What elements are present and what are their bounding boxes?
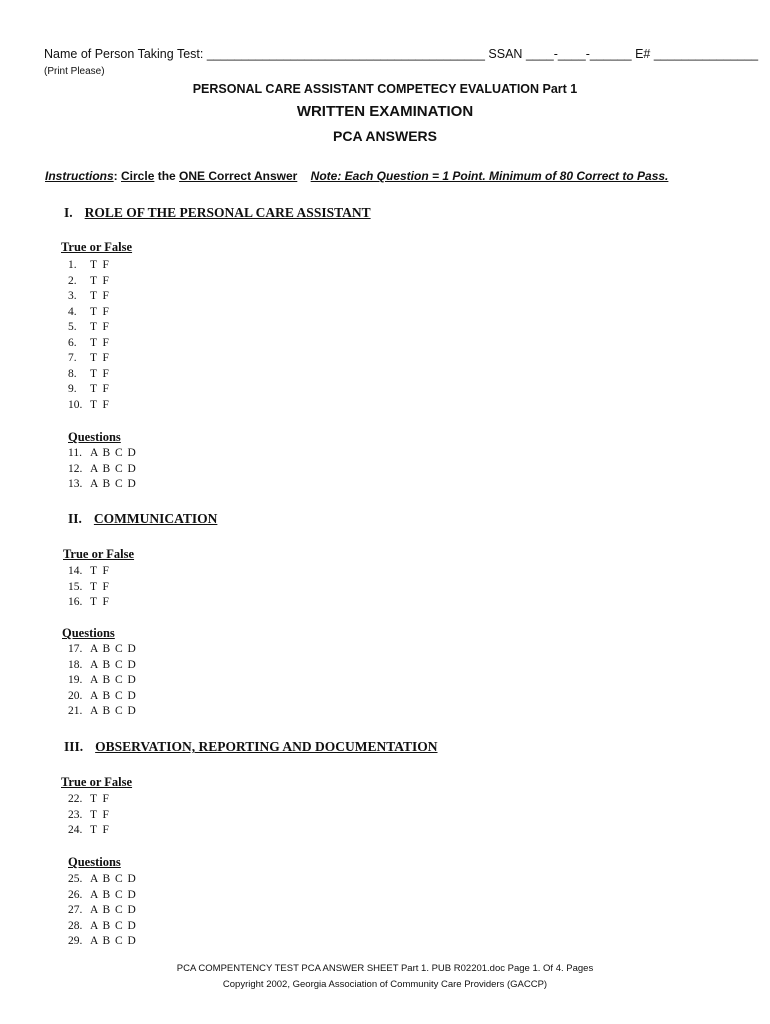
question-number: 13. [68, 478, 83, 490]
answer-row [68, 580, 115, 596]
answer-row [68, 258, 115, 274]
answer-list [68, 642, 140, 720]
answer-option[interactable]: A [90, 904, 99, 916]
section-heading [68, 511, 217, 527]
instructions [45, 169, 668, 183]
questions-heading: Questions [62, 626, 115, 640]
ssan-field[interactable]: ____-____-______ [525, 47, 632, 61]
answer-row [68, 398, 115, 414]
answer-option[interactable]: B [102, 935, 111, 947]
instructions-label: Instructions [45, 169, 114, 183]
answer-option[interactable]: F [102, 321, 109, 333]
answer-option[interactable]: A [90, 689, 99, 702]
answer-option[interactable]: D [127, 689, 136, 702]
answer-option[interactable]: D [127, 674, 136, 686]
answer-list [68, 446, 140, 493]
answer-option[interactable]: C [115, 888, 123, 901]
question-number: 27. [68, 904, 83, 916]
answer-option[interactable]: A [90, 873, 99, 885]
section-number: II. [68, 511, 82, 526]
answer-option[interactable]: T [90, 824, 98, 836]
answer-option[interactable]: D [127, 447, 136, 459]
answer-option[interactable]: T [90, 352, 98, 364]
answer-option[interactable]: A [90, 705, 99, 717]
answer-option[interactable]: D [127, 658, 136, 671]
answer-row [68, 336, 115, 352]
question-number: 29. [68, 935, 83, 947]
answer-row [68, 823, 115, 839]
answer-option[interactable]: D [127, 643, 136, 655]
answer-option[interactable]: B [102, 689, 111, 702]
answer-option[interactable]: A [90, 674, 99, 686]
answer-option[interactable]: F [102, 596, 109, 608]
answer-option[interactable]: A [90, 478, 99, 490]
questions-heading: Questions [68, 430, 121, 444]
answer-option[interactable]: T [90, 398, 98, 411]
answer-option[interactable]: F [102, 336, 109, 349]
answer-row [68, 595, 115, 611]
answer-option[interactable]: D [127, 478, 136, 490]
answer-option[interactable]: C [115, 873, 123, 885]
answer-option[interactable]: D [127, 919, 136, 932]
answer-option[interactable]: F [102, 367, 109, 380]
answer-option[interactable]: F [102, 580, 109, 593]
section-title: ROLE OF THE PERSONAL CARE ASSISTANT [84, 205, 371, 220]
answer-row [68, 673, 140, 689]
answer-row [68, 305, 115, 321]
answer-option[interactable]: T [90, 596, 98, 608]
answer-option[interactable]: C [115, 447, 123, 459]
footer-copyright: Copyright 2002, Georgia Association of Community Care Providers (GACCP) [222, 979, 548, 990]
question-number: 25. [68, 873, 83, 885]
answer-option[interactable]: T [90, 274, 98, 287]
answer-option[interactable]: D [127, 705, 136, 717]
document-title: PERSONAL CARE ASSISTANT COMPETECY EVALUATION Part 1 [192, 82, 578, 96]
answer-option[interactable]: D [127, 904, 136, 916]
answer-row [68, 704, 140, 720]
answer-option[interactable]: A [90, 888, 99, 901]
question-number: 18. [68, 658, 83, 671]
answer-row [68, 919, 140, 935]
e-number-field[interactable]: _______________ [653, 47, 759, 61]
answer-option[interactable]: C [115, 658, 123, 671]
answer-option[interactable]: B [102, 658, 111, 671]
answer-option[interactable]: F [102, 565, 109, 577]
answer-option[interactable]: F [102, 383, 109, 395]
question-number: 28. [68, 919, 83, 932]
answer-option[interactable]: A [90, 658, 99, 671]
answer-row [68, 792, 115, 808]
questions-heading: Questions [68, 855, 121, 869]
answer-row [68, 367, 115, 383]
answer-option[interactable]: C [115, 462, 123, 475]
question-number: 22. [68, 793, 83, 805]
answer-option[interactable]: T [90, 383, 98, 395]
question-number: 5. [68, 321, 77, 333]
answer-option[interactable]: T [90, 580, 98, 593]
answer-option[interactable]: T [90, 336, 98, 349]
question-number: 3. [68, 290, 77, 302]
answer-row [68, 446, 140, 462]
answer-option[interactable]: A [90, 447, 99, 459]
answer-option[interactable]: D [127, 935, 136, 947]
answer-option[interactable]: A [90, 919, 99, 932]
answer-option[interactable]: F [102, 398, 109, 411]
question-number: 16. [68, 596, 83, 608]
question-number: 14. [68, 565, 83, 577]
instructions-colon: : [113, 169, 122, 183]
answer-row [68, 808, 115, 824]
question-number: 24. [68, 824, 83, 836]
question-number: 7. [68, 352, 77, 364]
name-label: Name of Person Taking Test: [44, 47, 204, 61]
answer-option[interactable]: F [102, 290, 109, 302]
answer-option[interactable]: F [102, 274, 109, 287]
answer-option[interactable]: T [90, 793, 98, 805]
section-number: I. [64, 205, 73, 220]
question-number: 4. [68, 305, 77, 318]
answer-option[interactable]: C [115, 919, 123, 932]
scoring-note: Note: Each Question = 1 Point. Minimum of 80 Correct to Pass. [310, 169, 669, 183]
true-false-heading: True or False [63, 547, 135, 561]
answer-row [68, 320, 115, 336]
answer-option[interactable]: B [102, 873, 111, 885]
question-number: 15. [68, 580, 83, 593]
answer-option[interactable]: T [90, 808, 98, 821]
question-number: 17. [68, 643, 83, 655]
instructions-one-correct: ONE Correct Answer [179, 169, 298, 183]
answer-option[interactable]: B [102, 904, 111, 916]
question-number: 11. [68, 447, 82, 459]
answer-row [68, 903, 140, 919]
answer-row [68, 351, 115, 367]
answer-option[interactable]: D [127, 888, 136, 901]
answer-option[interactable]: C [115, 674, 123, 686]
instructions-circle: Circle [121, 169, 155, 183]
answer-list [68, 258, 115, 413]
answer-row [68, 274, 115, 290]
answer-option[interactable]: T [90, 305, 98, 318]
name-row [44, 47, 758, 61]
name-field[interactable]: ________________________________________ [206, 47, 485, 61]
answer-option[interactable]: F [102, 808, 109, 821]
question-number: 9. [68, 383, 77, 395]
answer-option[interactable]: A [90, 643, 99, 655]
answer-list [68, 564, 115, 611]
section-number: III. [64, 739, 84, 754]
answer-row [68, 289, 115, 305]
question-number: 21. [68, 705, 83, 717]
answer-row [68, 382, 115, 398]
written-exam-title: WRITTEN EXAMINATION [296, 103, 474, 120]
pca-answers-title: PCA ANSWERS [333, 128, 437, 144]
answer-option[interactable]: T [90, 367, 98, 380]
answer-option[interactable]: T [90, 290, 98, 302]
footer-document-info: PCA COMPENTENCY TEST PCA ANSWER SHEET Part 1. PUB R02201.doc Page 1. Of 4. Pages [176, 963, 594, 974]
answer-row [68, 564, 115, 580]
question-number: 19. [68, 674, 83, 686]
answer-option[interactable]: D [127, 462, 136, 475]
answer-option[interactable]: F [102, 305, 109, 318]
answer-option[interactable]: F [102, 793, 109, 805]
question-number: 8. [68, 367, 77, 380]
answer-row [68, 462, 140, 478]
answer-option[interactable]: F [102, 352, 109, 364]
answer-row [68, 689, 140, 705]
answer-option[interactable]: F [102, 259, 109, 271]
answer-list [68, 792, 115, 839]
section-heading [64, 205, 371, 221]
answer-option[interactable]: B [102, 705, 111, 717]
section-heading [64, 739, 438, 755]
question-number: 10. [68, 398, 83, 411]
answer-option[interactable]: B [102, 447, 111, 459]
answer-option[interactable]: C [115, 705, 123, 717]
section-title: OBSERVATION, REPORTING AND DOCUMENTATION [95, 739, 438, 754]
answer-option[interactable]: C [115, 643, 123, 655]
answer-option[interactable]: C [115, 478, 123, 490]
answer-option[interactable]: T [90, 259, 98, 271]
true-false-heading: True or False [61, 775, 133, 789]
question-number: 6. [68, 336, 77, 349]
answer-row [68, 888, 140, 904]
answer-list [68, 872, 140, 950]
answer-option[interactable]: F [102, 824, 109, 836]
answer-option[interactable]: C [115, 904, 123, 916]
instructions-the: the [154, 169, 180, 183]
answer-row [68, 872, 140, 888]
question-number: 2. [68, 274, 77, 287]
answer-row [68, 477, 140, 493]
ssan-label: SSAN [488, 47, 523, 61]
answer-row [68, 658, 140, 674]
answer-row [68, 642, 140, 658]
question-number: 20. [68, 689, 83, 702]
answer-option[interactable]: B [102, 478, 111, 490]
question-number: 23. [68, 808, 83, 821]
question-number: 26. [68, 888, 83, 901]
answer-option[interactable]: A [90, 935, 99, 947]
answer-option[interactable]: B [102, 674, 111, 686]
answer-row [68, 934, 140, 950]
answer-option[interactable]: T [90, 565, 98, 577]
question-number: 12. [68, 462, 83, 475]
answer-option[interactable]: D [127, 873, 136, 885]
answer-option[interactable]: B [102, 919, 111, 932]
section-title: COMMUNICATION [93, 511, 218, 526]
answer-option[interactable]: C [115, 689, 123, 702]
question-number: 1. [68, 259, 77, 271]
answer-option[interactable]: B [102, 643, 111, 655]
print-note: (Print Please) [44, 66, 105, 77]
answer-option[interactable]: T [90, 321, 98, 333]
answer-option[interactable]: C [115, 935, 123, 947]
answer-option[interactable]: B [102, 888, 111, 901]
answer-option[interactable]: A [90, 462, 99, 475]
answer-option[interactable]: B [102, 462, 111, 475]
true-false-heading: True or False [61, 240, 133, 254]
e-number-label: E# [635, 47, 651, 61]
